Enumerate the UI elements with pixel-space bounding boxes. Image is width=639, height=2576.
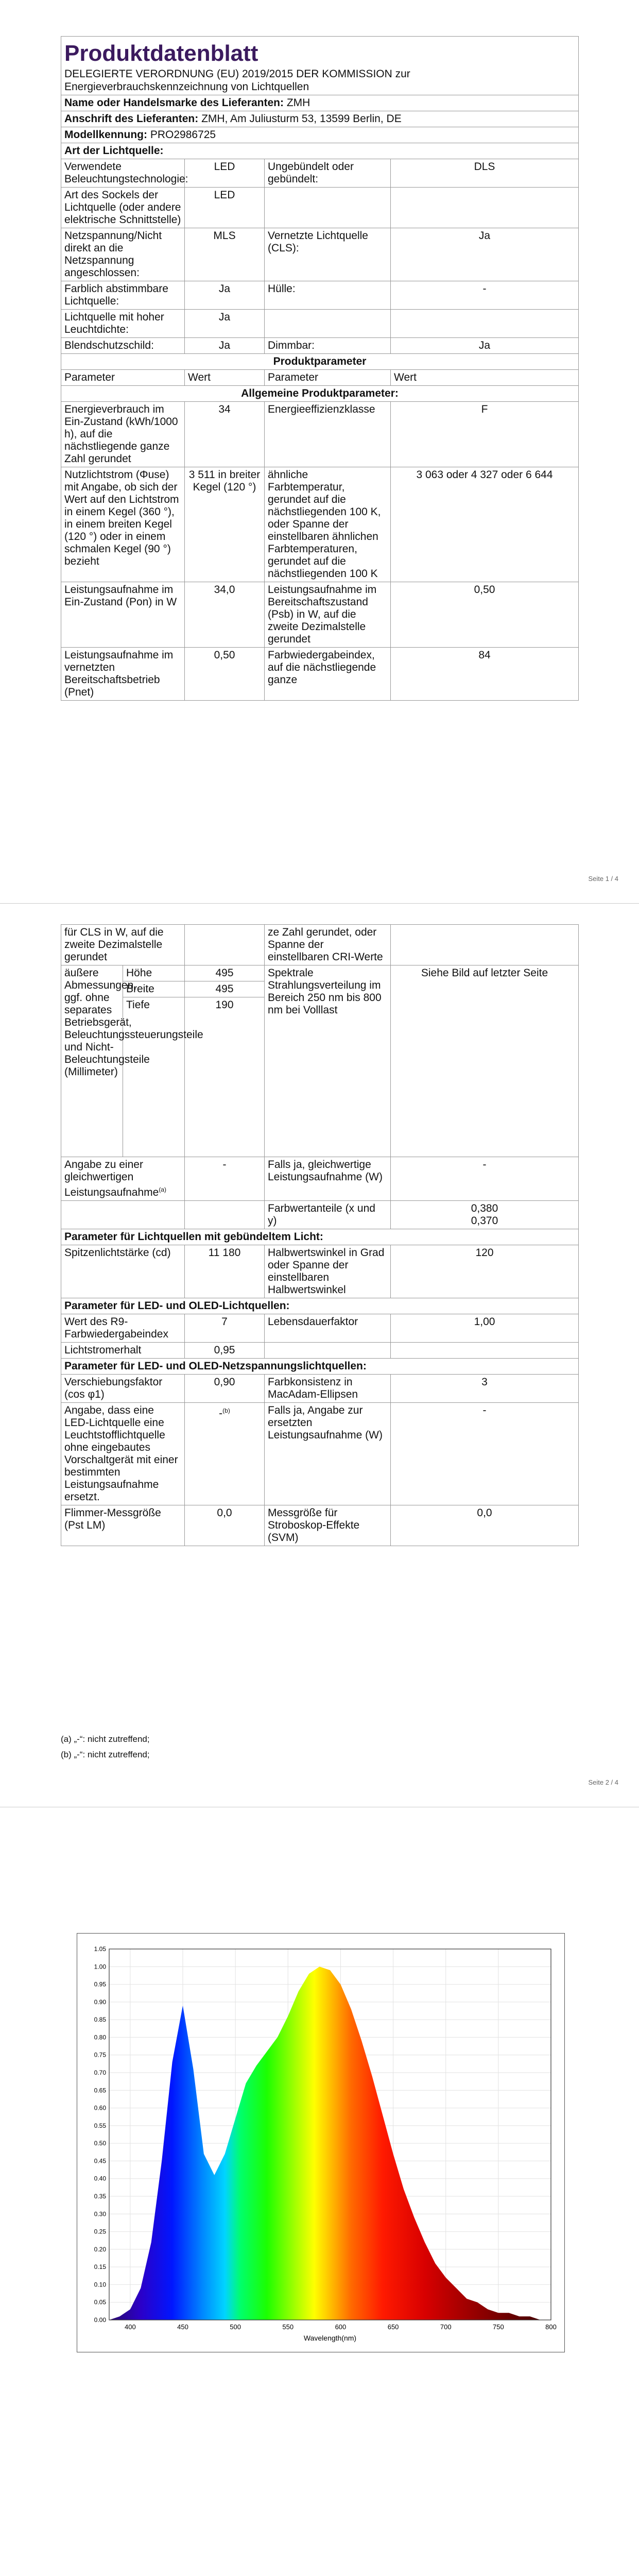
y-tick-label: 0.30 bbox=[94, 2210, 106, 2218]
doc-title: Produktdatenblatt bbox=[64, 41, 258, 66]
table-row: Lichtstromerhalt 0,95 bbox=[61, 1343, 579, 1359]
table-row: Netzspannung/Nicht direkt an die Netzspannung angeschlossen: MLS Vernetzte Lichtquelle (CLS): Ja bbox=[61, 228, 579, 281]
y-tick-label: 0.75 bbox=[94, 2051, 106, 2059]
dimension-label: äußere Abmessungen, ggf. ohne separates Betriebsgerät, Beleuchtungssteuerungsteile und Nicht-Beleuchtungsteile (Millimeter) bbox=[61, 965, 123, 1157]
y-tick-label: 0.50 bbox=[94, 2140, 106, 2147]
table-row: Spitzenlichtstärke (cd) 11 180 Halbwertswinkel in Grad oder Spanne der einstellbaren Halbwertswinkel 120 bbox=[61, 1245, 579, 1298]
y-tick-label: 0.55 bbox=[94, 2122, 106, 2129]
page-number: Seite 2 / 4 bbox=[588, 1778, 618, 1786]
table-row: Blendschutzschild: Ja Dimmbar: Ja bbox=[61, 338, 579, 354]
model-id-row: Modellkennung: PRO2986725 bbox=[61, 127, 579, 143]
x-axis-label: Wavelength(nm) bbox=[303, 2334, 357, 2342]
table-row: Breite 495 bbox=[61, 981, 579, 997]
table-row: für CLS in W, auf die zweite Dezimalstelle gerundet ze Zahl gerundet, oder Spanne der einstellbaren CRI-Werte bbox=[61, 925, 579, 965]
y-tick-label: 0.80 bbox=[94, 2033, 106, 2041]
y-tick-label: 0.70 bbox=[94, 2069, 106, 2076]
allgemeine-header: Allgemeine Produktparameter: bbox=[61, 386, 579, 402]
spectrum-chart bbox=[77, 1933, 565, 2352]
table-row: Angabe, dass eine LED-Lichtquelle eine Leuchtstofflichtquelle ohne eingebautes Vorschaltgerät mit einer bestimmten Leistungsaufnahme ersetzt. -$^{(b)}$ Falls ja, Angabe zur ersetzten Leistungsaufnahme (W) - bbox=[61, 1403, 579, 1505]
supplier-name-row: Name oder Handelsmarke des Lieferanten: ZMH bbox=[61, 95, 579, 111]
y-tick-label: 0.45 bbox=[94, 2157, 106, 2165]
y-tick-label: 0.05 bbox=[94, 2298, 106, 2306]
datasheet-table-p2 bbox=[61, 924, 579, 1546]
led-header: Parameter für LED- und OLED-Lichtquellen: bbox=[61, 1298, 579, 1314]
produktparameter-header: Produktparameter bbox=[61, 354, 579, 370]
x-tick-label: 700 bbox=[440, 2323, 452, 2331]
table-row: Leistungsaufnahme im vernetzten Bereitschaftsbetrieb (Pnet) 0,50 Farbwiedergabeindex, auf die nächstliegende ganze 84 bbox=[61, 648, 579, 701]
datasheet-table-p1 bbox=[61, 36, 579, 701]
supplier-address-row: Anschrift des Lieferanten: ZMH, Am Juliusturm 53, 13599 Berlin, DE bbox=[61, 111, 579, 127]
table-row: Flimmer-Messgröße (Pst LM) 0,0 Messgröße für Stroboskop-Effekte (SVM) 0,0 bbox=[61, 1505, 579, 1546]
footnote-a: (a) „-“: nicht zutreffend; bbox=[61, 1734, 150, 1744]
x-tick-label: 650 bbox=[387, 2323, 399, 2331]
table-row: Farbwertanteile (x und y) 0,380 0,370 bbox=[61, 1201, 579, 1229]
y-tick-label: 0.10 bbox=[94, 2281, 106, 2289]
table-row: Wert des R9-Farbwiedergabeindex 7 Lebensdauerfaktor 1,00 bbox=[61, 1314, 579, 1343]
table-row: Energieverbrauch im Ein-Zustand (kWh/1000 h), auf die nächstliegende ganze Zahl gerundet 34 Energieeffizienzklasse F bbox=[61, 402, 579, 467]
footnote-b: (b) „-“: nicht zutreffend; bbox=[61, 1750, 150, 1759]
x-tick-label: 800 bbox=[545, 2323, 557, 2331]
netz-header: Parameter für LED- und OLED-Netzspannungslichtquellen: bbox=[61, 1359, 579, 1375]
y-tick-label: 1.05 bbox=[94, 1945, 106, 1953]
y-tick-label: 0.60 bbox=[94, 2104, 106, 2112]
y-tick-label: 0.85 bbox=[94, 2016, 106, 2024]
y-tick-label: 0.15 bbox=[94, 2263, 106, 2271]
spectrum-area bbox=[109, 1949, 551, 2320]
table-row: Lichtquelle mit hoher Leuchtdichte: Ja bbox=[61, 310, 579, 338]
table-row: Angabe zu einer gleichwertigen Leistungsaufnahme$^{(a)}$ - Falls ja, gleichwertige Leistungsaufnahme (W) - bbox=[61, 1157, 579, 1201]
x-tick-label: 400 bbox=[125, 2323, 136, 2331]
spectrum-svg bbox=[77, 1934, 564, 2352]
x-tick-label: 600 bbox=[335, 2323, 347, 2331]
page-1 bbox=[0, 0, 639, 904]
param-head-row: Parameter Wert Parameter Wert bbox=[61, 370, 579, 386]
table-row: äußere Abmessungen, ggf. ohne separates Betriebsgerät, Beleuchtungssteuerungsteile und Nicht-Beleuchtungsteile (Millimeter) Höhe 495 Spektrale Strahlungsverteilung im Bereich 250 nm bis 800 nm bei Volllast Siehe Bild auf letzter Seite bbox=[61, 965, 579, 981]
table-row: Farblich abstimmbare Lichtquelle: Ja Hülle: - bbox=[61, 281, 579, 310]
y-tick-label: 0.65 bbox=[94, 2087, 106, 2094]
x-tick-label: 550 bbox=[282, 2323, 294, 2331]
table-row: Verwendete Beleuchtungstechnologie: LED Ungebündelt oder gebündelt: DLS bbox=[61, 159, 579, 188]
table-row: Art des Sockels der Lichtquelle (oder andere elektrische Schnittstelle) LED bbox=[61, 188, 579, 228]
page-number: Seite 1 / 4 bbox=[588, 875, 618, 883]
y-tick-label: 1.00 bbox=[94, 1963, 106, 1971]
table-row: Leistungsaufnahme im Ein-Zustand (Pon) in W 34,0 Leistungsaufnahme im Bereitschaftszustand (Psb) in W, auf die zweite Dezimalstelle gerundet 0,50 bbox=[61, 582, 579, 648]
art-header: Art der Lichtquelle: bbox=[61, 143, 579, 159]
gebuendelt-header: Parameter für Lichtquellen mit gebündeltem Licht: bbox=[61, 1229, 579, 1245]
table-row: Verschiebungsfaktor (cos φ1) 0,90 Farbkonsistenz in MacAdam-Ellipsen 3 bbox=[61, 1375, 579, 1403]
page-2 bbox=[0, 904, 639, 1807]
y-tick-label: 0.40 bbox=[94, 2175, 106, 2182]
x-tick-label: 450 bbox=[177, 2323, 188, 2331]
regulation-text: DELEGIERTE VERORDNUNG (EU) 2019/2015 DER KOMMISSION zur Energieverbrauchskennzeichnung von Lichtquellen bbox=[64, 68, 410, 93]
y-tick-label: 0.90 bbox=[94, 1998, 106, 2006]
y-tick-label: 0.25 bbox=[94, 2228, 106, 2235]
table-row: Tiefe 190 bbox=[61, 997, 579, 1157]
y-tick-label: 0.20 bbox=[94, 2245, 106, 2253]
y-tick-label: 0.35 bbox=[94, 2193, 106, 2200]
y-tick-label: 0.95 bbox=[94, 1980, 106, 1988]
y-tick-label: 0.00 bbox=[94, 2316, 106, 2324]
x-tick-label: 750 bbox=[493, 2323, 504, 2331]
table-row: Nutzlichtstrom (Φuse) mit Angabe, ob sich der Wert auf den Lichtstrom in einem Kegel (360 °), in einem breiten Kegel (120 °) oder in einem schmalen Kegel (90 °) bezieht 3 511 in breiter Kegel (120 °) ähnliche Farbtemperatur, gerundet auf die nächstliegenden 100 K, oder Spanne der einstellbaren ähnlichen Farbtemperaturen, gerundet auf die nächstliegenden 100 K 3 063 oder 4 327 oder 6 644 bbox=[61, 467, 579, 582]
x-tick-label: 500 bbox=[230, 2323, 241, 2331]
